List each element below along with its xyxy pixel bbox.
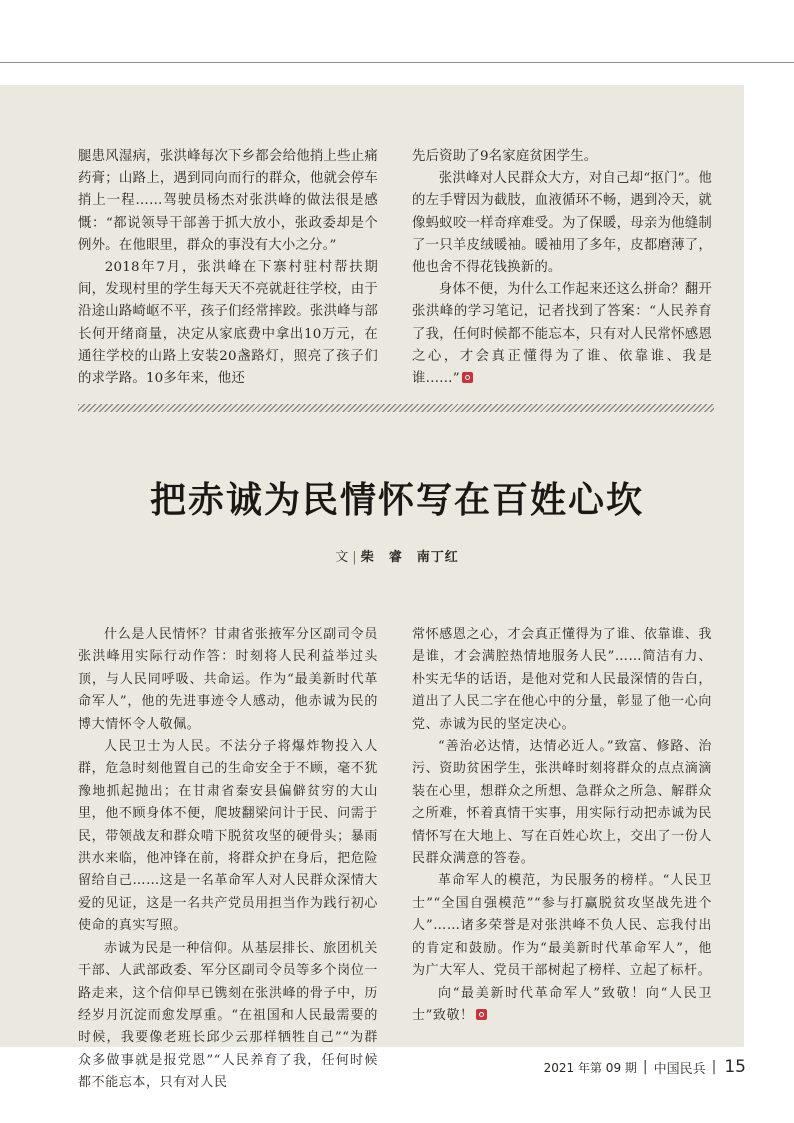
- byline: [0, 546, 794, 565]
- end-mark-icon: [476, 1009, 487, 1020]
- page-number: 15: [724, 1057, 746, 1077]
- article-left-column: [78, 624, 378, 1095]
- magazine-name: 中国民兵: [653, 1061, 706, 1077]
- paragraph: “善治必达情，达情必近人。”致富、修路、治污、资助贫困学生，张洪峰时刻将群众的点点滴滴装在心里，想群众之所想、急群众之所急、解群众之所难，怀着真情干实事，用实际行动把赤诚为民情怀写在大地上、写在百姓心坎上，交出了一份人民群众满意的答卷。: [412, 739, 712, 867]
- author-name: 南丁红: [416, 550, 459, 565]
- paragraph-text: 向“最美新时代革命军人”致敬！向“人民卫士”致敬！: [412, 985, 712, 1023]
- paragraph-with-end-mark: [412, 279, 712, 390]
- paragraph-text: 身体不便，为什么工作起来还这么拼命？翻开张洪峰的学习笔记，记者找到了答案：“人民养育了我，任何时候都不能忘本，只有对人民常怀感恩之心，才会真正懂得为了谁、依靠谁、我是谁……”: [412, 282, 712, 387]
- paragraph: 人民卫士为人民。不法分子将爆炸物投入人群，危急时刻他置自己的生命安全于不顾，毫不犹豫地抓起抛出；在甘肃省秦安县偏僻贫穷的大山里，他不顾身体不便，爬坡翻梁问计于民、问需于民，带领战友和群众啃下脱贫攻坚的硬骨头；暴雨洪水来临，他冲锋在前，将群众护在身后，把危险留给自己……这是一名革命军人对人民群众深情大爱的见证，这是一名共产党员用担当作为践行初心使命的真实写照。: [78, 739, 378, 934]
- paragraph: 2018年7月，张洪峰在下寨村驻村帮扶期间，发现村里的学生每天天不亮就赶往学校，由于沿途山路崎岖不平，孩子们经常摔跤。张洪峰与部长何开绪商量，决定从家底费中拿出10万元，在通往学校的山路上安装20盏路灯，照亮了孩子们的求学路。10多年来，他还: [78, 260, 378, 387]
- paragraph: 腿患风湿病，张洪峰每次下乡都会给他捎上些止痛药膏；山路上，遇到同向而行的群众，他就会停车捎上一程……驾驶员杨杰对张洪峰的做法很是感慨：“都说领导干部善于抓大放小，张政委却是个例外。在他眼里，群众的事没有大小之分。”: [78, 149, 378, 253]
- paragraph: 常怀感恩之心，才会真正懂得为了谁、依靠谁、我是谁，才会满腔热情地服务人民”……简洁有力、朴实无华的话语，是他对党和人民最深情的告白，道出了人民二字在他心中的分量，彰显了他一心向党、赤诚为民的坚定决心。: [412, 627, 712, 732]
- page-footer: [544, 1055, 746, 1079]
- section-divider: [78, 404, 714, 412]
- paragraph: 赤诚为民是一种信仰。从基层排长、旅团机关干部、人武部政委、军分区副司令员等多个岗位一路走来，这个信仰早已镌刻在张洪峰的骨子中，历经岁月沉淀而愈发厚重。“在祖国和人民最需要的时候，我要像老班长邱少云那样牺牲自己”“为群众多做事就是报党恩”“人民养育了我，任何时候都不能忘本，只有对人民: [78, 940, 378, 1091]
- paragraph-with-end-mark: [412, 983, 712, 1028]
- paragraph: 革命军人的模范，为民服务的榜样。“人民卫士”“全国自强模范”“参与打赢脱贫攻坚战先进个人”……诸多荣誉是对张洪峰不负人民、忘我付出的肯定和鼓励。作为“最美新时代革命军人”，他为广大军人、党员干部树起了榜样、立起了标杆。: [412, 873, 712, 979]
- end-mark-icon: [462, 372, 473, 383]
- author-name: 柴 睿: [360, 550, 403, 565]
- header-rule: [0, 62, 794, 63]
- article-title: 把赤诚为民情怀写在百姓心坎: [149, 479, 644, 521]
- paragraph: 先后资助了9名家庭贫困学生。: [412, 149, 598, 164]
- issue-label: 2021 年第 09 期: [543, 1060, 637, 1075]
- paragraph: 什么是人民情怀？甘肃省张掖军分区副司令员张洪峰用实际行动作答：时刻将人民利益举过头顶，与人民同呼吸、共命运。作为“最美新时代革命军人”，他的先进事迹令人感动，他赤诚为民的博大情怀令人敬佩。: [78, 627, 378, 732]
- byline-separator: |: [352, 550, 357, 565]
- footer-separator: |: [711, 1059, 717, 1075]
- byline-prefix: 文: [335, 550, 349, 565]
- top-article-right-column: [412, 146, 712, 390]
- footer-separator: |: [642, 1059, 648, 1075]
- article-right-column: [412, 624, 712, 1027]
- paragraph: 张洪峰对人民群众大方，对自己却“抠门”。他的左手臂因为截肢，血液循环不畅，遇到冷天，就像蚂蚁咬一样奇痒难受。为了保暖，母亲为他缝制了一只羊皮绒暖袖。暖袖用了多年，皮都磨薄了，他也舍不得花钱换新的。: [412, 171, 712, 276]
- top-article-left-column: [78, 146, 378, 390]
